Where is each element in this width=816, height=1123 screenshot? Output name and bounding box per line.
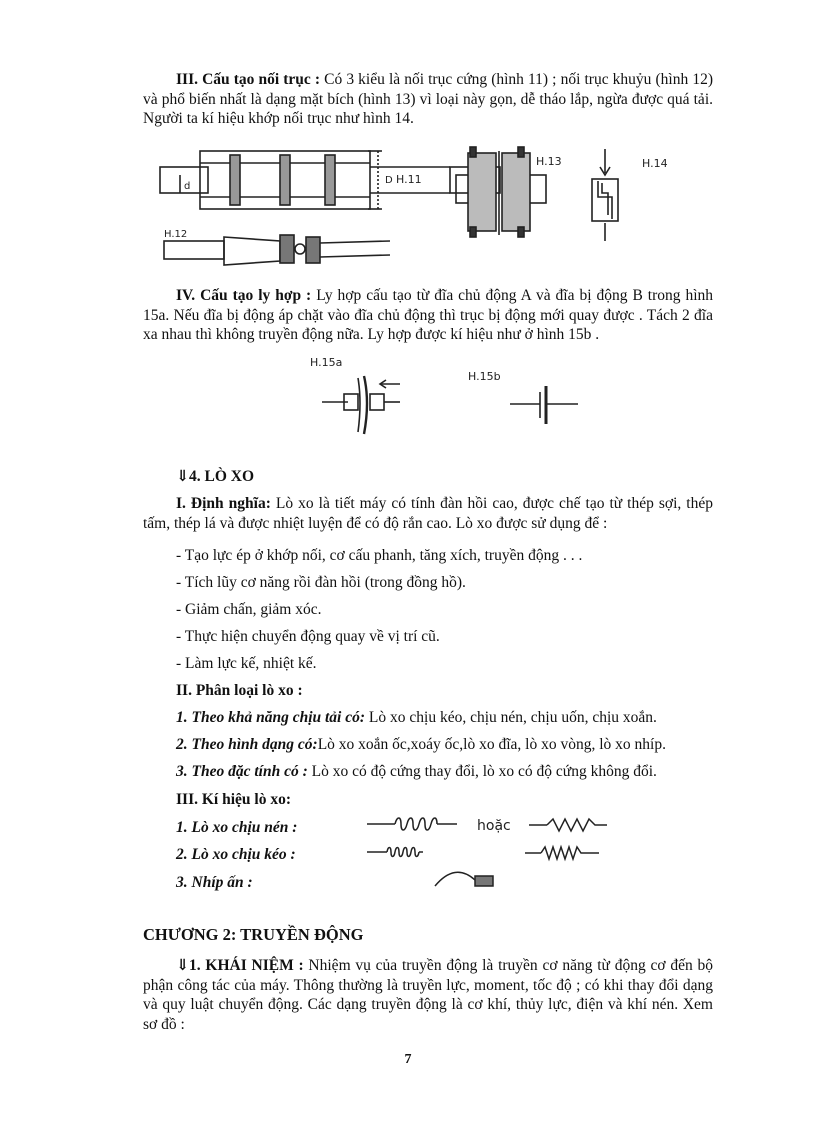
page-number: 7 bbox=[404, 1052, 412, 1067]
spring-heading: ⇓4. LÒ XO bbox=[176, 468, 255, 485]
spring-use-item: - Tích lũy cơ năng rồi đàn hồi (trong đồng hồ). bbox=[176, 574, 466, 591]
spring-class-text: Lò xo xoắn ốc,xoáy ốc,lò xo đĩa, lò xo vòng, lò xo nhíp. bbox=[317, 736, 666, 753]
spring-definition-paragraph bbox=[143, 494, 713, 533]
spring-use-item: - Giảm chấn, giảm xóc. bbox=[176, 601, 322, 618]
figure-h15a-clutch bbox=[310, 356, 400, 434]
spring-class-text: Lò xo chịu kéo, chịu nén, chịu uốn, chịu xoắn. bbox=[365, 709, 657, 726]
h11-label: H.11 bbox=[396, 173, 422, 186]
h15b-label: H.15b bbox=[468, 370, 501, 383]
section-clutch-paragraph bbox=[143, 286, 713, 345]
spring-class-item bbox=[176, 762, 716, 782]
section-clutch-text: Ly hợp cấu tạo từ đĩa chủ động A và đĩa bị động B trong hình 15a. Nếu đĩa bị động áp chặt vào đĩa chủ động thì trục bị động mới quay được . Tách 2 đĩa xa nhau thì không truyền động nữa. Ly hợp được kí hiệu như ở hình 15b . bbox=[143, 287, 714, 343]
tension-spring-symbol bbox=[367, 847, 599, 859]
spring-class-text: Lò xo có độ cứng thay đổi, lò xo có độ cứng không đổi. bbox=[307, 763, 657, 780]
spring-symbols bbox=[365, 810, 635, 896]
concept-text: Nhiệm vụ của truyền động là truyền cơ năng từ động cơ đến bộ phận công tác của máy. Thông thường là truyền lực, moment, tốc độ ; có khi thay đổi dạng và quy luật chuyển động. Các dạng truyền động là cơ khí, thủy lực, điện và khí nén. Xem sơ đồ : bbox=[143, 957, 714, 1033]
compression-spring-symbol bbox=[367, 818, 607, 834]
spring-symbol-title: III. Kí hiệu lò xo: bbox=[176, 791, 291, 808]
spring-use-item: - Làm lực kế, nhiệt kế. bbox=[176, 655, 317, 672]
h11-D-label: D bbox=[385, 175, 393, 186]
spring-class-label: 3. Theo đặc tính có : bbox=[176, 763, 308, 780]
spring-use-item: - Thực hiện chuyển động quay về vị trí cũ. bbox=[176, 628, 440, 645]
h11-d-label: d bbox=[184, 181, 191, 192]
clutch-figures bbox=[300, 352, 590, 448]
figure-h12-universal-coupling bbox=[164, 229, 390, 265]
concept-title: ⇓1. KHÁI NIỆM : bbox=[176, 957, 304, 974]
spring-class-label: 1. Theo khả năng chịu tải có: bbox=[176, 709, 366, 726]
figure-h15b-clutch-symbol bbox=[468, 370, 578, 424]
concept-paragraph bbox=[143, 956, 713, 1034]
coupling-figures bbox=[150, 145, 690, 277]
section-couplings-title: III. Cấu tạo nối trục : bbox=[176, 71, 321, 88]
figure-h13-flange-coupling bbox=[456, 147, 562, 237]
symbol-compression-label: 1. Lò xo chịu nén : bbox=[176, 819, 298, 836]
spring-definition-title: I. Định nghĩa: bbox=[176, 495, 271, 512]
figure-h11-rigid-coupling bbox=[160, 151, 500, 209]
section-clutch-title: IV. Cấu tạo ly hợp : bbox=[176, 287, 312, 304]
spring-use-item: - Tạo lực ép ở khớp nối, cơ cấu phanh, tăng xích, truyền động . . . bbox=[176, 547, 583, 564]
spring-classification-title: II. Phân loại lò xo : bbox=[176, 682, 303, 699]
h13-label: H.13 bbox=[536, 155, 562, 168]
chapter-heading: CHƯƠNG 2: TRUYỀN ĐỘNG bbox=[143, 925, 364, 944]
h15a-label: H.15a bbox=[310, 356, 343, 369]
symbol-leaf-spring-label: 3. Nhíp ấn : bbox=[176, 874, 253, 891]
section-couplings-text: Có 3 kiểu là nối trục cứng (hình 11) ; nối trục khuỷu (hình 12) và phổ biến nhất là dạng mặt bích (hình 13) vì loại này gọn, dễ tháo lắp, ngừa được quá tải. Người ta kí hiệu khớp nối trục như hình 14. bbox=[143, 71, 713, 127]
h14-label: H.14 bbox=[642, 157, 668, 170]
spring-class-item bbox=[176, 735, 716, 755]
figure-h14-coupling-symbol bbox=[592, 149, 668, 241]
h12-label: H.12 bbox=[164, 229, 188, 240]
symbol-tension-label: 2. Lò xo chịu kéo : bbox=[176, 846, 296, 863]
spring-class-label: 2. Theo hình dạng có: bbox=[176, 736, 318, 753]
leaf-spring-symbol bbox=[435, 872, 493, 886]
spring-class-item bbox=[176, 708, 716, 728]
or-word: hoặc bbox=[477, 818, 511, 834]
section-couplings-paragraph bbox=[143, 70, 713, 129]
spring-definition-text: Lò xo là tiết máy có tính đàn hồi cao, được chế tạo từ thép sợi, thép tấm, thép lá và được nhiệt luyện để có độ rắn cao. Lò xo được sử dụng để : bbox=[143, 495, 713, 532]
